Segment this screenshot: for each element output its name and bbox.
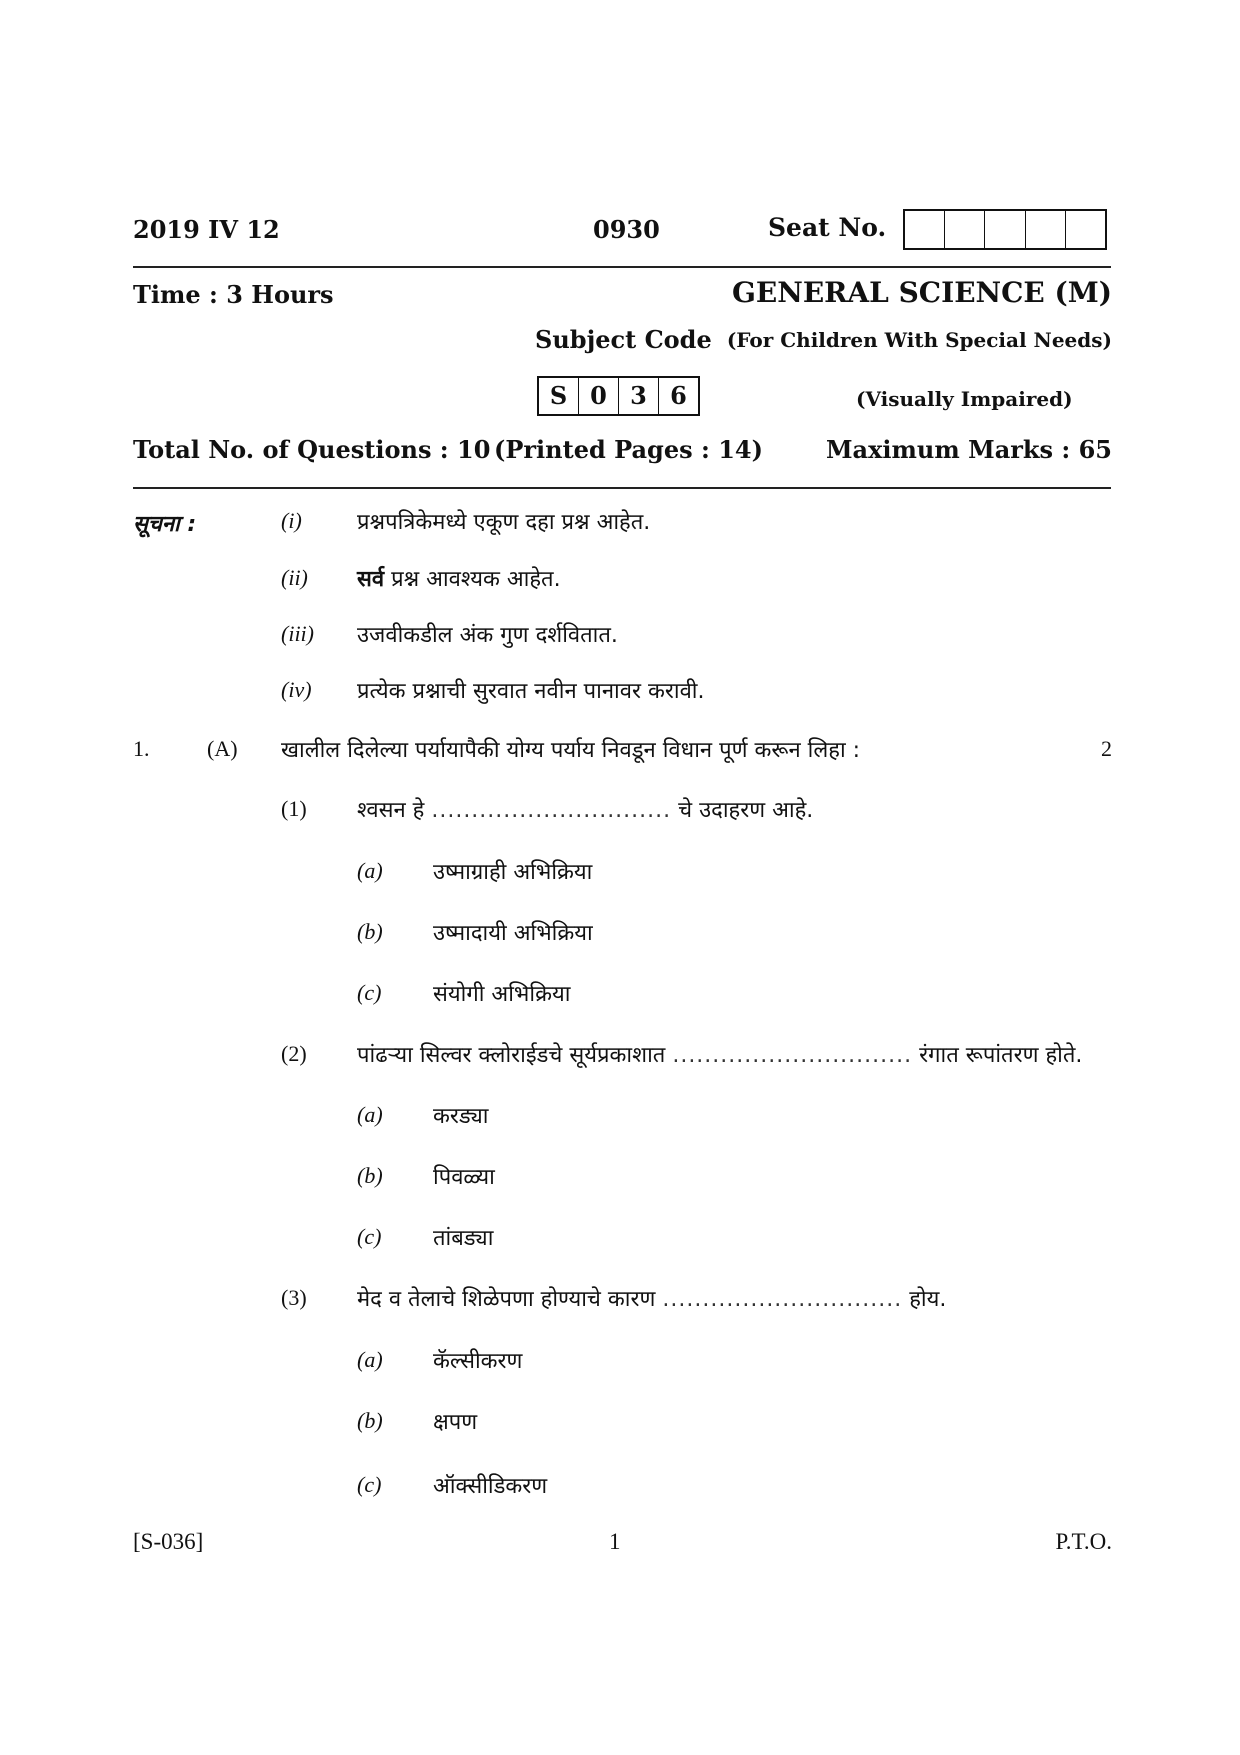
subquestion-stem	[357, 1283, 946, 1313]
option-text: उष्मादायी अभिक्रिया	[433, 921, 593, 946]
subquestion-stem	[357, 1039, 1082, 1069]
seat-number-boxes	[903, 209, 1107, 250]
option-label: (a)	[357, 858, 383, 883]
option-text: पिवळ्या	[433, 1165, 495, 1190]
seat-box	[985, 211, 1025, 248]
question-marks: 2	[1101, 736, 1112, 761]
instruction-number: (ii)	[281, 565, 308, 590]
seat-box	[905, 211, 945, 248]
stem-after: चे उदाहरण आहे.	[678, 798, 814, 823]
special-needs-note: (For Children With Special Needs)	[726, 328, 1112, 352]
question-number: 1.	[133, 736, 150, 761]
page-number: 1	[609, 1529, 621, 1554]
blank-dots: ..............................	[431, 798, 672, 823]
instruction-text-rest: प्रश्न आवश्यक आहेत.	[384, 567, 561, 592]
stem-before: पांढऱ्या सिल्वर क्लोराईडचे सूर्यप्रकाशात	[357, 1043, 666, 1068]
option-label: (a)	[357, 1102, 383, 1127]
option-label: (a)	[357, 1347, 383, 1372]
seat-box	[1066, 211, 1105, 248]
option-label: (c)	[357, 1224, 382, 1249]
option-label: (b)	[357, 1408, 383, 1433]
visually-impaired-note: (Visually Impaired)	[856, 387, 1073, 411]
option-text: करड्या	[433, 1104, 489, 1129]
option-label: (b)	[357, 919, 383, 944]
exam-code: 2019 IV 12	[133, 215, 280, 244]
subject-title: GENERAL SCIENCE (M)	[731, 276, 1112, 309]
total-questions: Total No. of Questions : 10	[133, 435, 491, 464]
question-instruction: खालील दिलेल्या पर्यायापैकी योग्य पर्याय निवडून विधान पूर्ण करून लिहा :	[281, 738, 861, 763]
subquestion-number: (2)	[281, 1041, 307, 1066]
seat-box	[1026, 211, 1066, 248]
instruction-emphasis: सर्व	[357, 567, 385, 592]
blank-dots: ..............................	[662, 1287, 903, 1312]
option-text: उष्माग्राही अभिक्रिया	[433, 860, 593, 885]
stem-after: होय.	[909, 1287, 947, 1312]
subquestion-number: (3)	[281, 1285, 307, 1310]
maximum-marks: Maximum Marks : 65	[825, 435, 1112, 464]
subject-code-char: 3	[619, 378, 659, 414]
option-label: (b)	[357, 1163, 383, 1188]
option-text: ऑक्सीडिकरण	[433, 1474, 548, 1499]
instruction-text: प्रश्नपत्रिकेमध्ये एकूण दहा प्रश्न आहेत.	[357, 510, 651, 535]
option-text: संयोगी अभिक्रिया	[433, 982, 571, 1007]
subquestion-number: (1)	[281, 796, 307, 821]
instruction-number: (i)	[281, 508, 302, 533]
printed-pages: (Printed Pages : 14)	[494, 435, 763, 464]
stem-before: श्वसन हे	[357, 798, 425, 823]
option-text: तांबड्या	[433, 1226, 494, 1251]
instruction-text: प्रत्येक प्रश्नाची सुरवात नवीन पानावर करावी.	[357, 679, 705, 704]
stem-after: रंगात रूपांतरण होते.	[919, 1043, 1083, 1068]
question-part: (A)	[207, 736, 238, 761]
option-text: क्षपण	[433, 1410, 478, 1435]
option-text: कॅल्सीकरण	[433, 1349, 523, 1374]
option-label: (c)	[357, 1472, 382, 1497]
seat-label: Seat No.	[768, 213, 887, 242]
time-allowed: Time : 3 Hours	[133, 280, 334, 309]
subject-code-boxes	[537, 376, 700, 416]
stem-before: मेद व तेलाचे शिळेपणा होण्याचे कारण	[357, 1287, 656, 1312]
instructions-label: सूचना :	[133, 512, 197, 537]
subject-code-char: S	[539, 378, 579, 414]
instruction-text: उजवीकडील अंक गुण दर्शवितात.	[357, 623, 618, 648]
blank-dots: ..............................	[672, 1043, 913, 1068]
seat-box	[945, 211, 985, 248]
subquestion-stem	[357, 794, 813, 824]
instruction-text	[357, 563, 561, 593]
subject-code-label: Subject Code	[535, 325, 712, 354]
footer-code: [S-036]	[133, 1529, 204, 1554]
please-turn-over: P.T.O.	[1055, 1529, 1112, 1554]
header-divider	[133, 266, 1111, 268]
paper-code: 0930	[593, 215, 660, 244]
subject-code-char: 0	[579, 378, 619, 414]
option-label: (c)	[357, 980, 382, 1005]
instruction-number: (iv)	[281, 677, 312, 702]
subject-code-char: 6	[670, 381, 687, 410]
instructions-divider	[133, 487, 1111, 489]
instruction-number: (iii)	[281, 621, 314, 646]
